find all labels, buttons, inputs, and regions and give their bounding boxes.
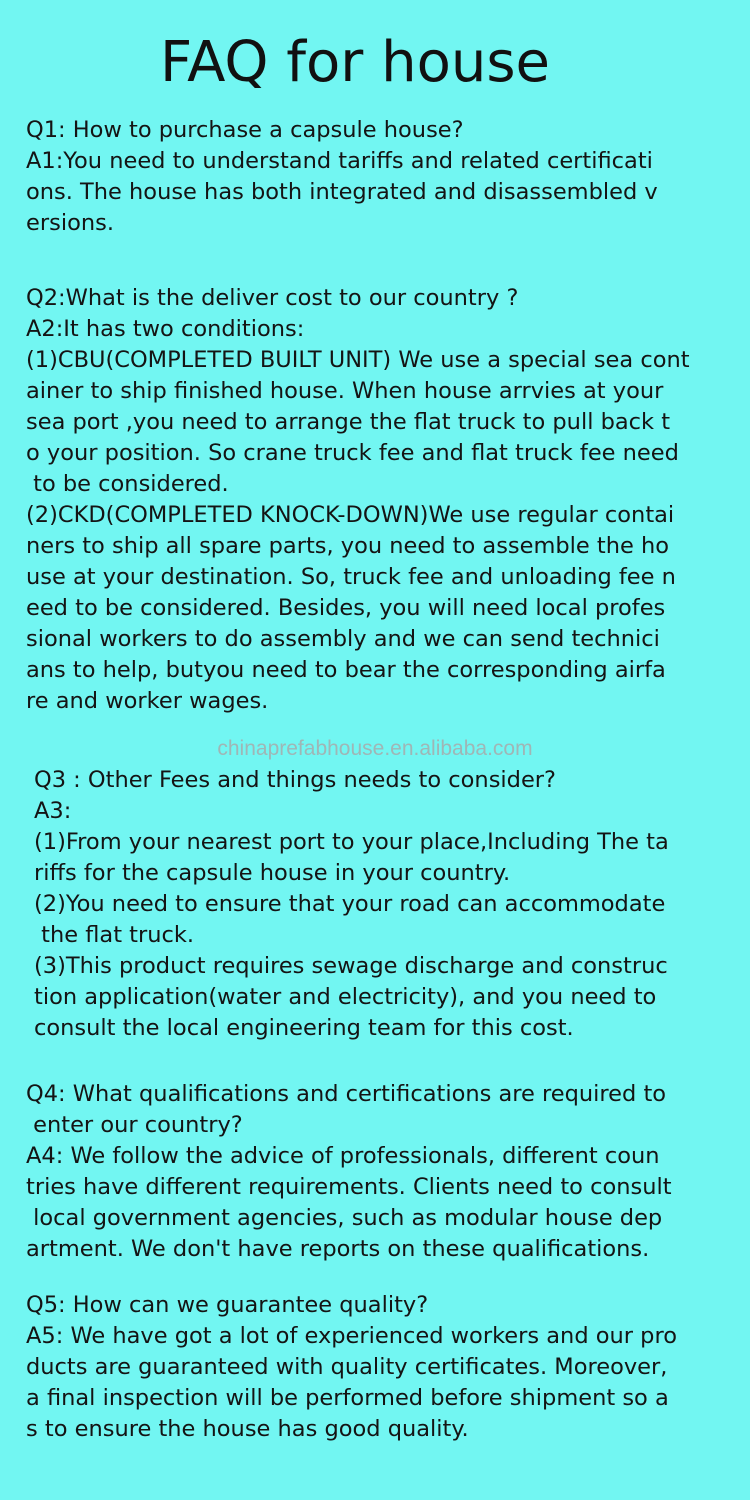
faq-q5 bbox=[26, 1290, 677, 1445]
faq-line: A5: We have got a lot of experienced workers and our pro bbox=[26, 1323, 677, 1349]
faq-line: use at your destination. So, truck fee and unloading fee n bbox=[26, 564, 676, 590]
faq-line: (1)CBU(COMPLETED BUILT UNIT) We use a special sea cont bbox=[26, 347, 690, 373]
faq-line: A3: bbox=[34, 798, 72, 824]
faq-line: A1:You need to understand tariffs and related certificati bbox=[26, 148, 653, 174]
faq-line: ainer to ship finished house. When house arrvies at your bbox=[26, 378, 664, 404]
faq-line: ons. The house has both integrated and disassembled v bbox=[26, 179, 658, 205]
faq-line: s to ensure the house has good quality. bbox=[26, 1416, 469, 1442]
faq-line: to be considered. bbox=[26, 471, 229, 497]
faq-line: sea port ,you need to arrange the flat truck to pull back t bbox=[26, 409, 671, 435]
faq-line: consult the local engineering team for this cost. bbox=[34, 1015, 574, 1041]
faq-line: (3)This product requires sewage discharge and construc bbox=[34, 953, 668, 979]
page-title: FAQ for house bbox=[160, 30, 550, 95]
faq-line: (1)From your nearest port to your place,Including The ta bbox=[34, 829, 669, 855]
faq-line: Q3 : Other Fees and things needs to consider? bbox=[34, 767, 556, 793]
faq-line: Q5: How can we guarantee quality? bbox=[26, 1292, 429, 1318]
faq-line: riffs for the capsule house in your country. bbox=[34, 860, 511, 886]
faq-line: Q4: What qualifications and certifications are required to bbox=[26, 1081, 667, 1107]
faq-line: artment. We don't have reports on these qualifications. bbox=[26, 1236, 650, 1262]
faq-line: sional workers to do assembly and we can send technici bbox=[26, 626, 660, 652]
faq-line: tries have different requirements. Clients need to consult bbox=[26, 1174, 672, 1200]
faq-q2 bbox=[26, 283, 690, 717]
faq-line: enter our country? bbox=[26, 1112, 243, 1138]
faq-line: Q2:What is the deliver cost to our country ? bbox=[26, 285, 519, 311]
faq-line: ans to help, butyou need to bear the corresponding airfa bbox=[26, 657, 666, 683]
faq-line: (2)CKD(COMPLETED KNOCK-DOWN)We use regular contai bbox=[26, 502, 675, 528]
watermark-text: chinaprefabhouse.en.alibaba.com bbox=[217, 737, 533, 760]
faq-line: local government agencies, such as modular house dep bbox=[26, 1205, 663, 1231]
faq-q3 bbox=[34, 765, 669, 1044]
faq-line: (2)You need to ensure that your road can accommodate bbox=[34, 891, 666, 917]
faq-line: eed to be considered. Besides, you will need local profes bbox=[26, 595, 666, 621]
faq-line: re and worker wages. bbox=[26, 688, 269, 714]
faq-line: a final inspection will be performed before shipment so a bbox=[26, 1385, 669, 1411]
faq-line: ersions. bbox=[26, 210, 114, 236]
faq-line: o your position. So crane truck fee and flat truck fee need bbox=[26, 440, 679, 466]
faq-line: A4: We follow the advice of professionals, different coun bbox=[26, 1143, 660, 1169]
faq-line: tion application(water and electricity), and you need to bbox=[34, 984, 657, 1010]
faq-line: ners to ship all spare parts, you need to assemble the ho bbox=[26, 533, 670, 559]
faq-q4 bbox=[26, 1079, 672, 1265]
faq-line: the flat truck. bbox=[34, 922, 195, 948]
faq-line: Q1: How to purchase a capsule house? bbox=[26, 117, 464, 143]
faq-line: ducts are guaranteed with quality certificates. Moreover, bbox=[26, 1354, 668, 1380]
faq-line: A2:It has two conditions: bbox=[26, 316, 305, 342]
faq-q1 bbox=[26, 115, 658, 239]
